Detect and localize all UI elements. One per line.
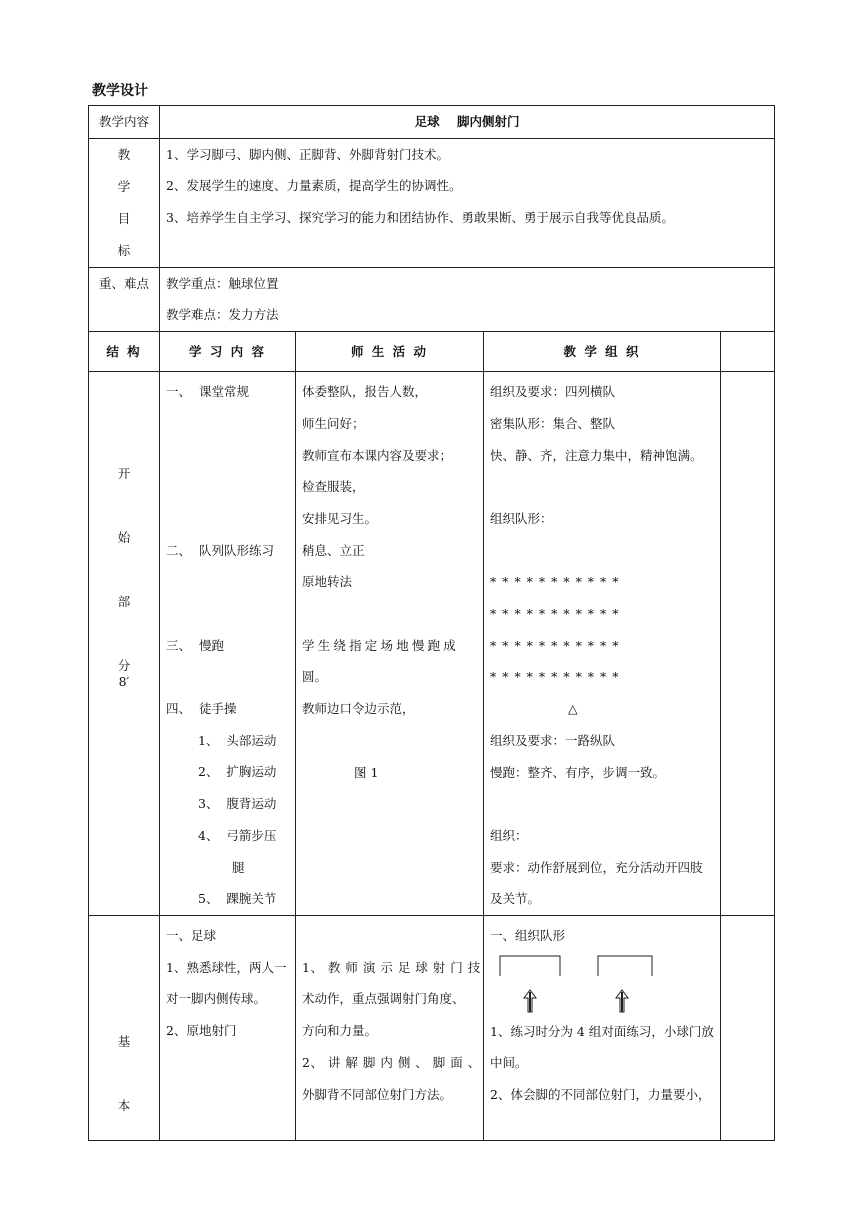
start-content-item: 一、 课堂常规 bbox=[166, 384, 249, 400]
start-content bbox=[160, 372, 296, 916]
basic-activity-line: 2、 讲 解 脚 内 侧 、 脚 面 、 bbox=[302, 1054, 481, 1070]
org-line: 慢跑：整齐、有序，步调一致。 bbox=[490, 764, 666, 780]
formation-row: * * * * * * * * * * * bbox=[490, 606, 619, 621]
basic-content-item: 1、熟悉球性，两人一 bbox=[166, 959, 287, 975]
arrow-up-icon bbox=[524, 990, 536, 1012]
basic-org-line: 1、练习时分为 4 组对面练习，小球门放 bbox=[490, 1023, 714, 1039]
basic-org-line: 一、组织队形 bbox=[490, 928, 566, 944]
goals-label-char: 目 bbox=[117, 210, 131, 226]
goal-formation-diagram bbox=[490, 952, 712, 1016]
basic-section-row bbox=[89, 916, 775, 1141]
start-content-item: 四、 徒手操 bbox=[166, 701, 237, 717]
activity-line: 教师宣布本课内容及要求； bbox=[302, 447, 453, 463]
activity-line: 安排见习生。 bbox=[302, 510, 378, 526]
document-title: 教学设计 bbox=[92, 83, 148, 99]
org-line: 及关节。 bbox=[490, 891, 541, 907]
basic-org-line: 中间。 bbox=[490, 1055, 528, 1071]
start-content-item: 三、 慢跑 bbox=[166, 637, 224, 653]
start-label-char: 分 bbox=[117, 658, 131, 674]
goals-list bbox=[160, 138, 775, 267]
header-content: 学 习 内 容 bbox=[160, 332, 296, 372]
content-value: 足球 脚内侧射门 bbox=[160, 106, 775, 139]
activity-line: 原地转法 bbox=[302, 574, 353, 590]
goal-right-icon bbox=[598, 956, 652, 976]
difficult-point: 教学难点：发力方法 bbox=[166, 307, 279, 323]
basic-content bbox=[160, 916, 296, 1141]
column-header-row bbox=[89, 332, 775, 372]
basic-organization bbox=[484, 916, 721, 1141]
goals-label-char: 学 bbox=[117, 178, 131, 194]
header-structure: 结 构 bbox=[89, 332, 160, 372]
goals-label-char: 标 bbox=[117, 242, 131, 258]
org-line: 快、静、齐，注意力集中，精神饱满。 bbox=[490, 447, 703, 463]
basic-activity-line: 外脚背不同部位射门方法。 bbox=[302, 1086, 453, 1102]
formation-row: * * * * * * * * * * * bbox=[490, 574, 619, 590]
exercise-item: 1、 头部运动 bbox=[198, 732, 277, 748]
activity-line: 稍息、立正 bbox=[302, 542, 365, 558]
org-line: 组织及要求：四列横队 bbox=[490, 384, 616, 400]
content-label: 教学内容 bbox=[89, 106, 160, 139]
basic-content-item: 一、足球 bbox=[166, 928, 217, 944]
formation-row: * * * * * * * * * * * bbox=[490, 637, 619, 653]
activity-line: 教师边口令边示范， bbox=[302, 701, 415, 717]
start-section-label: 开 始 部 分 8′ bbox=[89, 372, 160, 916]
activity-line: 师生问好； bbox=[302, 415, 365, 431]
goals-label bbox=[89, 138, 160, 267]
basic-extra bbox=[721, 916, 775, 1141]
header-activity: 师 生 活 动 bbox=[296, 332, 484, 372]
teacher-triangle-icon: △ bbox=[568, 701, 578, 717]
content-row bbox=[89, 106, 775, 139]
org-line: 组织队形： bbox=[490, 510, 553, 526]
goal-item: 2、发展学生的速度、力量素质，提高学生的协调性。 bbox=[166, 178, 462, 194]
org-line: 组织及要求：一路纵队 bbox=[490, 732, 616, 748]
basic-section-label bbox=[89, 916, 160, 1141]
keypoints-row bbox=[89, 267, 775, 331]
formation-row: * * * * * * * * * * * bbox=[490, 669, 619, 685]
basic-activity-line: 1、 教 师 演 示 足 球 射 门 技 bbox=[302, 959, 481, 975]
goals-row bbox=[89, 138, 775, 267]
goal-item: 1、学习脚弓、脚内侧、正脚背、外脚背射门技术。 bbox=[166, 146, 449, 162]
basic-activity-line: 术动作，重点强调射门角度、 bbox=[302, 991, 465, 1007]
header-organization: 教 学 组 织 bbox=[484, 332, 721, 372]
basic-label-char: 本 bbox=[117, 1098, 131, 1114]
key-point: 教学重点：触球位置 bbox=[166, 275, 279, 291]
basic-content-item: 对一脚内侧传球。 bbox=[166, 991, 267, 1007]
basic-activity-line: 方向和力量。 bbox=[302, 1023, 378, 1039]
activity-line: 圆。 bbox=[302, 669, 328, 685]
activity-line: 学生绕指定场地慢跑成 bbox=[302, 637, 460, 653]
start-label-char: 开 bbox=[117, 466, 131, 482]
keypoints-label: 重、难点 bbox=[89, 267, 160, 331]
arrow-up-icon bbox=[616, 990, 628, 1012]
org-line: 要求：动作舒展到位，充分活动开四肢 bbox=[490, 859, 703, 875]
activity-line: 检查服装， bbox=[302, 479, 365, 495]
start-extra bbox=[721, 372, 775, 916]
goals-label-char: 教 bbox=[117, 146, 131, 162]
basic-label-char: 基 bbox=[117, 1034, 131, 1050]
start-activity bbox=[296, 372, 484, 916]
lesson-plan-table bbox=[88, 105, 775, 1141]
start-content-item: 二、 队列队形练习 bbox=[166, 542, 274, 558]
goal-item: 3、培养学生自主学习、探究学习的能力和团结协作、勇敢果断、勇于展示自我等优良品质。 bbox=[166, 210, 674, 226]
exercise-item-cont: 腿 bbox=[232, 859, 245, 875]
org-line: 组织： bbox=[490, 827, 528, 843]
org-line: 密集队形：集合、整队 bbox=[490, 415, 616, 431]
start-organization bbox=[484, 372, 721, 916]
activity-line: 体委整队，报告人数， bbox=[302, 384, 428, 400]
goal-left-icon bbox=[500, 956, 560, 976]
start-section-row bbox=[89, 372, 775, 916]
exercise-item: 2、 扩胸运动 bbox=[198, 764, 277, 780]
start-label-char: 始 bbox=[117, 530, 131, 546]
header-extra bbox=[721, 332, 775, 372]
exercise-item: 4、 弓箭步压 bbox=[198, 827, 277, 843]
keypoints-list bbox=[160, 267, 775, 331]
figure-label: 图 1 bbox=[354, 764, 379, 780]
basic-activity bbox=[296, 916, 484, 1141]
start-label-char: 部 bbox=[117, 594, 131, 610]
exercise-item: 5、 踝腕关节 bbox=[198, 891, 277, 907]
basic-org-line: 2、体会脚的不同部位射门，力量要小， bbox=[490, 1087, 711, 1103]
exercise-item: 3、 腹背运动 bbox=[198, 796, 277, 812]
basic-content-item: 2、原地射门 bbox=[166, 1023, 237, 1039]
